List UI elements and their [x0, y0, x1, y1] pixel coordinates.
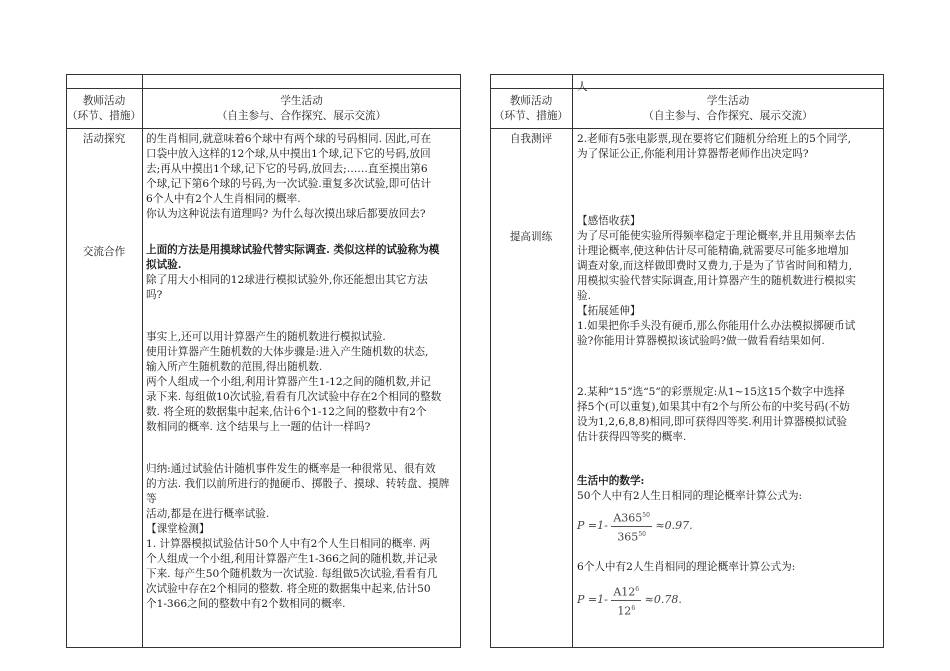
formula1-lhs: P =1-	[577, 519, 608, 533]
right-header-divider	[490, 128, 884, 129]
left-column-divider	[142, 74, 143, 648]
right-para-movie-tickets: 2.老师有5张电影票,现在要将它们随机分给班上的5个同学, 为了保证公正,你能利用计算器帮老师作出决定吗?	[577, 133, 851, 160]
left-teacher-column-header: 教师活动 （环节、措施）	[66, 95, 142, 122]
right-para-lottery: 2.某种“15”选“5”的彩票规定:从1~15这15个数字中选择 择5个(可以重复),如果其中有2个与所公布的中奖号码(不妨 设为1,2,6,8,8)相同,即可获得四等奖.利用计算器模拟试验 估计获得四等奖的概率.	[577, 386, 850, 443]
right-column-divider	[572, 74, 573, 648]
left-para-question: 你认为这种说法有道理吗? 为什么每次摸出球后都要放回去?	[146, 208, 426, 220]
left-para-simulation-definition: 上面的方法是用摸球试验代替实际调查. 类似这样的试验称为模 拟试验.	[146, 244, 440, 271]
label-activity-explore: 活动探究	[82, 133, 126, 145]
left-para-calculator-random: 事实上,还可以用计算器产生的随机数进行模拟试验. 使用计算器产生随机数的大体步骤是:进入产生随机数的状态, 输入所产生随机数的范围,得出随机数. 两个人组成一个小组,利用计算器产生1-12之间的随机数,并记 录下来. 每组做10次试验,看看有几次试验中存在2个相同的整数 数. 将全班的数据集中起来,估计6个1-12之间的整数中有2个 数相同的概率. 这个结果与上一题的估计一样吗?	[146, 331, 442, 433]
formula-birthday	[577, 508, 693, 544]
formula1-label: 50个人中有2人生日相同的理论概率计算公式为:	[577, 490, 803, 502]
formula-zodiac	[577, 582, 682, 618]
formula2-lhs: P =1-	[577, 593, 608, 607]
left-top-row-divider	[66, 88, 461, 89]
right-teacher-column-header: 教师活动 （环节、措施）	[493, 95, 569, 122]
formula2-numerator-sup: 6	[635, 586, 640, 593]
left-student-column-header: 学生活动 （自主参与、合作探究、展示交流）	[216, 95, 387, 122]
left-para-summary-and-check: 归纳:通过试验估计随机事件发生的概率是一种很常见、很有效 的方法. 我们以前所进行的抛硬币、掷骰子、摸球、转转盘、摸牌等 活动,都是在进行概率试验. 【课堂检测】 1. 计算器模拟试验估计50个人中有2个人生日相同的概率. 两 个人组成一个小组,利用计算器产生1-366之间的随机数,并记录 下来. 每产生50个随机数为一次试验. 每组做5次试验,看看有几 次试验中存在2个相同的整数. 将全班的数据集中起来,估计50 个1-366之间的整数中有2个数相同的概率.	[146, 463, 450, 610]
label-exchange-cooperate: 交流合作	[82, 246, 126, 258]
left-para-other-methods: 除了用大小相同的12球进行模拟试验外,你还能想出其它方法 吗?	[146, 274, 428, 301]
right-top-fragment: 人	[577, 81, 588, 93]
right-top-row-divider	[490, 88, 884, 89]
formula2-denominator: 12	[617, 604, 632, 618]
formula1-numerator: A365	[613, 511, 643, 525]
formula2-rhs: ≈0.78.	[644, 593, 682, 607]
formula2-fraction	[611, 582, 641, 618]
right-para-gains-and-extension: 【感悟收获】 为了尽可能使实验所得频率稳定于理论概率,并且用频率去估 计理论概率,使这种估计尽可能精确,就需要尽可能多地增加 调查对象,而这样做即费时又费力,于是为了节省时间和精力, 用模拟实验代替实际调查,用计算器产生的随机数进行模拟实 验. 【拓展延伸】 1.如果把你手头没有硬币,那么你能用什么办法模拟掷硬币试 验?你能用计算器模拟该试验吗?做一做看看结果如何.	[577, 215, 856, 347]
label-self-test: 自我测评	[509, 133, 553, 145]
formula2-denominator-sup: 6	[631, 604, 636, 612]
formula2-numerator: A12	[613, 585, 636, 599]
formula1-denominator: 365	[617, 530, 639, 544]
left-para-ball-method: 的生肖相同,就意味着6个球中有两个球的号码相同. 因此,可在 口袋中放入这样的12个球,从中摸出1个球,记下它的号码,放回 去;再从中摸出1个球,记下它的号码,放回去;……直至摸出第6 个球,记下第6个球的号码,为一次试验.重复多次试验,即可估计 6个人中有2个人生肖相同的概率.	[146, 133, 432, 205]
formula1-fraction	[611, 508, 652, 544]
life-math-title: 生活中的数学:	[577, 475, 645, 487]
formula1-numerator-sup: 50	[642, 512, 650, 519]
formula1-denominator-sup: 50	[638, 530, 646, 538]
right-student-column-header: 学生活动 （自主参与、合作探究、展示交流）	[643, 95, 813, 122]
left-header-divider	[66, 128, 461, 129]
formula1-rhs: ≈0.97.	[655, 519, 693, 533]
label-improve-training: 提高训练	[509, 231, 553, 243]
formula2-label: 6个人中有2人生肖相同的理论概率计算公式为:	[577, 561, 796, 573]
